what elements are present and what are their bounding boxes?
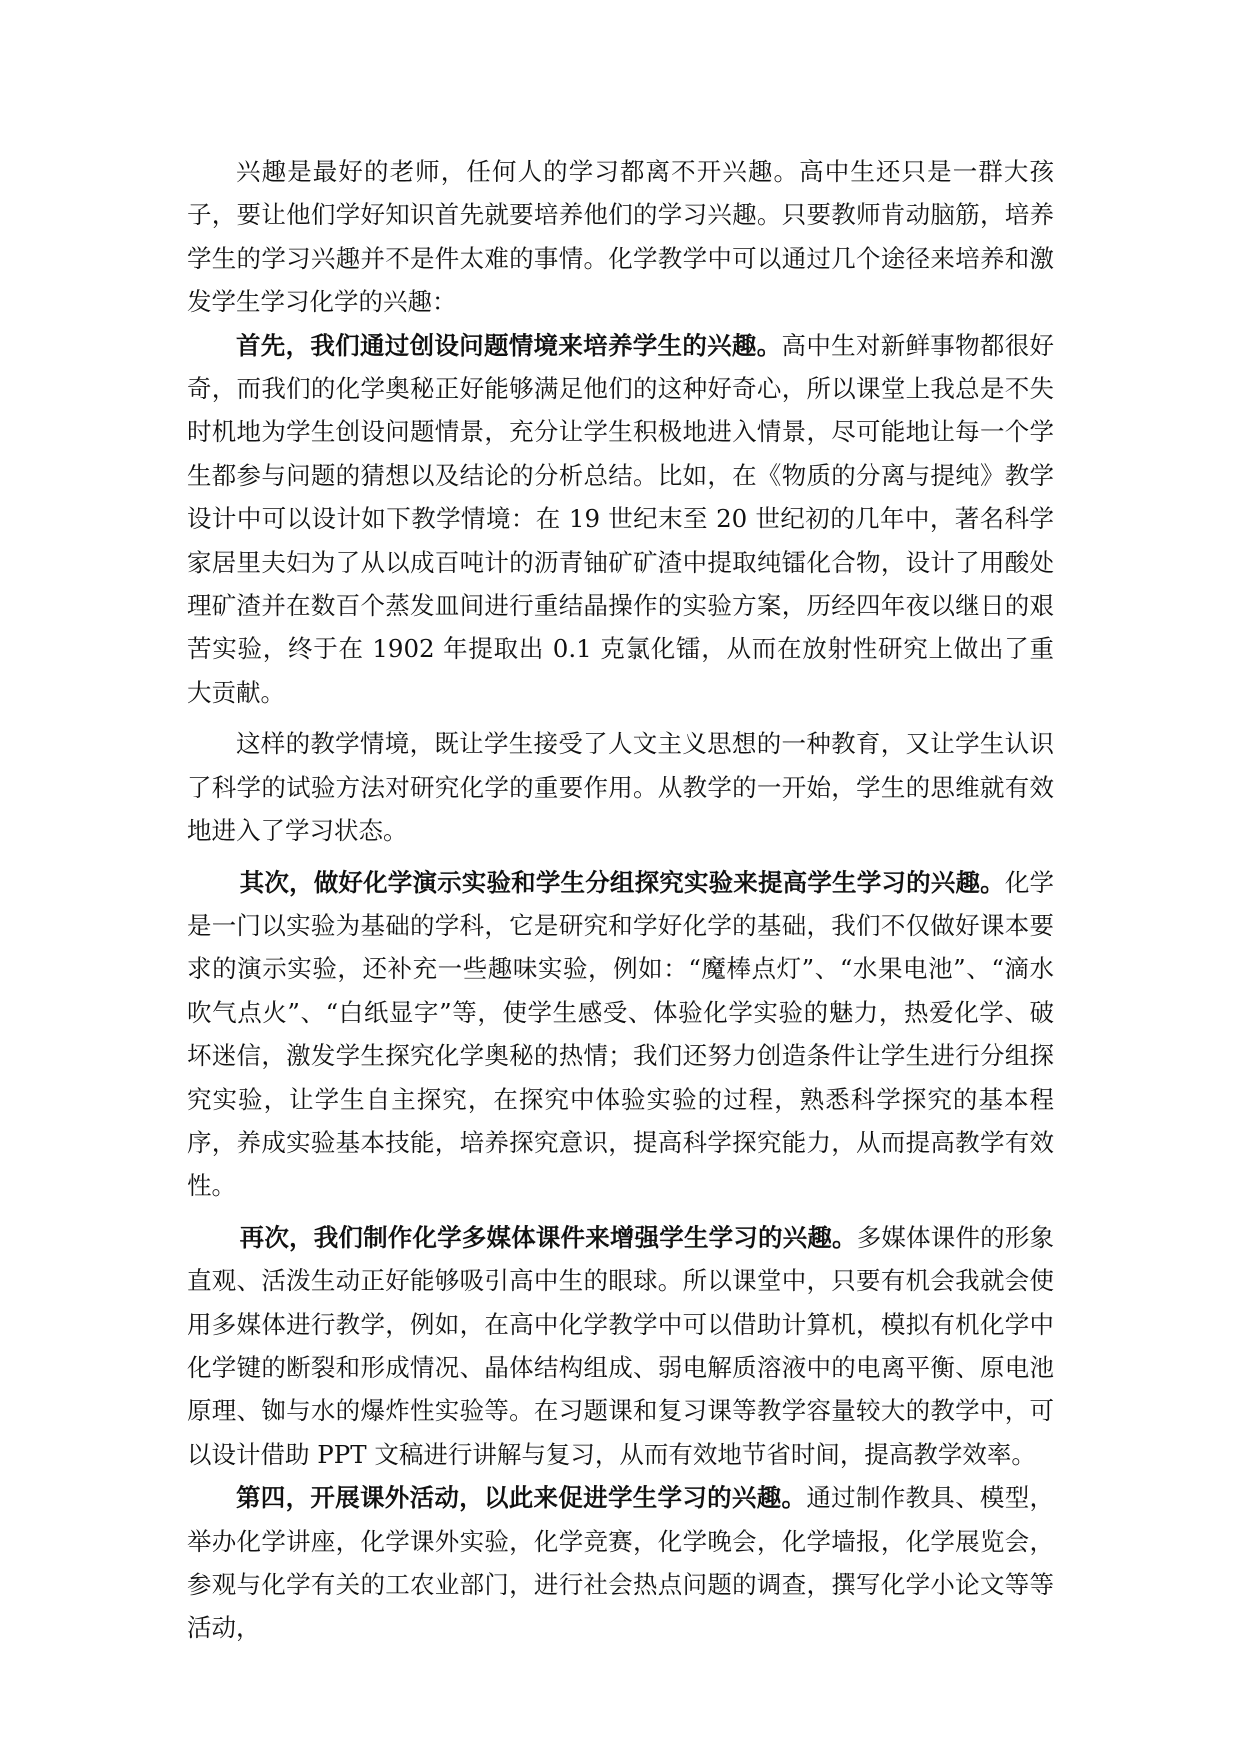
paragraph-third-text: 多媒体课件的形象直观、活泼生动正好能够吸引高中生的眼球。所以课堂中，只要有机会我就会使用多媒体进行教学，例如，在高中化学教学中可以借助计算机，模拟有机化学中化学键的断裂和形成情况、晶体结构组成、弱电解质溶液中的电离平衡、原电池原理、铷与水的爆炸性实验等。在习题课和复习课等教学容量较大的教学中，可以设计借助 PPT 文稿进行讲解与复习，从而有效地节省时间，提高教学效率。 (187, 1222, 1055, 1469)
document-body (187, 150, 1054, 1650)
paragraph-second-method (187, 861, 1054, 1208)
paragraph-second-heading: 其次，做好化学演示实验和学生分组探究实验来提高学生学习的兴趣。 (239, 867, 1005, 897)
paragraph-third-heading: 再次，我们制作化学多媒体课件来增强学生学习的兴趣。 (239, 1222, 857, 1252)
paragraph-third-method (187, 1216, 1054, 1476)
paragraph-second-text: 化学是一门以实验为基础的学科，它是研究和学好化学的基础，我们不仅做好课本要求的演示实验，还补充一些趣味实验，例如：“魔棒点灯”、“水果电池”、“滴水吹气点火”、“白纸显字”等，使学生感受、体验化学实验的魅力，热爱化学、破坏迷信，激发学生探究化学奥秘的热情；我们还努力创造条件让学生进行分组探究实验，让学生自主探究，在探究中体验实验的过程，熟悉科学探究的基本程序，养成实验基本技能，培养探究意识，提高科学探究能力，从而提高教学有效性。 (187, 867, 1055, 1201)
paragraph-fourth-heading: 第四，开展课外活动，以此来促进学生学习的兴趣。 (236, 1483, 807, 1513)
paragraph-fourth-method (187, 1476, 1054, 1650)
paragraph-first-heading: 首先，我们通过创设问题情境来培养学生的兴趣。 (236, 330, 782, 360)
paragraph-reflection (187, 722, 1054, 852)
paragraph-fourth-text: 通过制作教具、模型，举办化学讲座，化学课外实验，化学竞赛，化学晚会，化学墙报，化学展览会，参观与化学有关的工农业部门，进行社会热点问题的调查，撰写化学小论文等等活动， (187, 1483, 1054, 1643)
paragraph-intro-text: 兴趣是最好的老师，任何人的学习都离不开兴趣。高中生还只是一群大孩子，要让他们学好知识首先就要培养他们的学习兴趣。只要教师肯动脑筋，培养学生的学习兴趣并不是件太难的事情。化学教学中可以通过几个途径来培养和激发学生学习化学的兴趣： (187, 157, 1054, 317)
paragraph-intro (187, 150, 1054, 324)
paragraph-first-text: 高中生对新鲜事物都很好奇，而我们的化学奥秘正好能够满足他们的这种好奇心，所以课堂上我总是不失时机地为学生创设问题情景，充分让学生积极地进入情景，尽可能地让每一个学生都参与问题的猜想以及结论的分析总结。比如，在《物质的分离与提纯》教学设计中可以设计如下教学情境：在 19 世纪末至 20 世纪初的几年中，著名科学家居里夫妇为了从以成百吨计的沥青铀矿矿渣中提取纯镭化合物，设计了用酸处理矿渣并在数百个蒸发皿间进行重结晶操作的实验方案，历经四年夜以继日的艰苦实验，终于在 1902 年提取出 0.1 克氯化镭，从而在放射性研究上做出了重大贡献。 (187, 330, 1054, 707)
paragraph-first-method (187, 324, 1054, 715)
paragraph-reflection-text: 这样的教学情境，既让学生接受了人文主义思想的一种教育，又让学生认识了科学的试验方法对研究化学的重要作用。从教学的一开始，学生的思维就有效地进入了学习状态。 (187, 729, 1054, 846)
